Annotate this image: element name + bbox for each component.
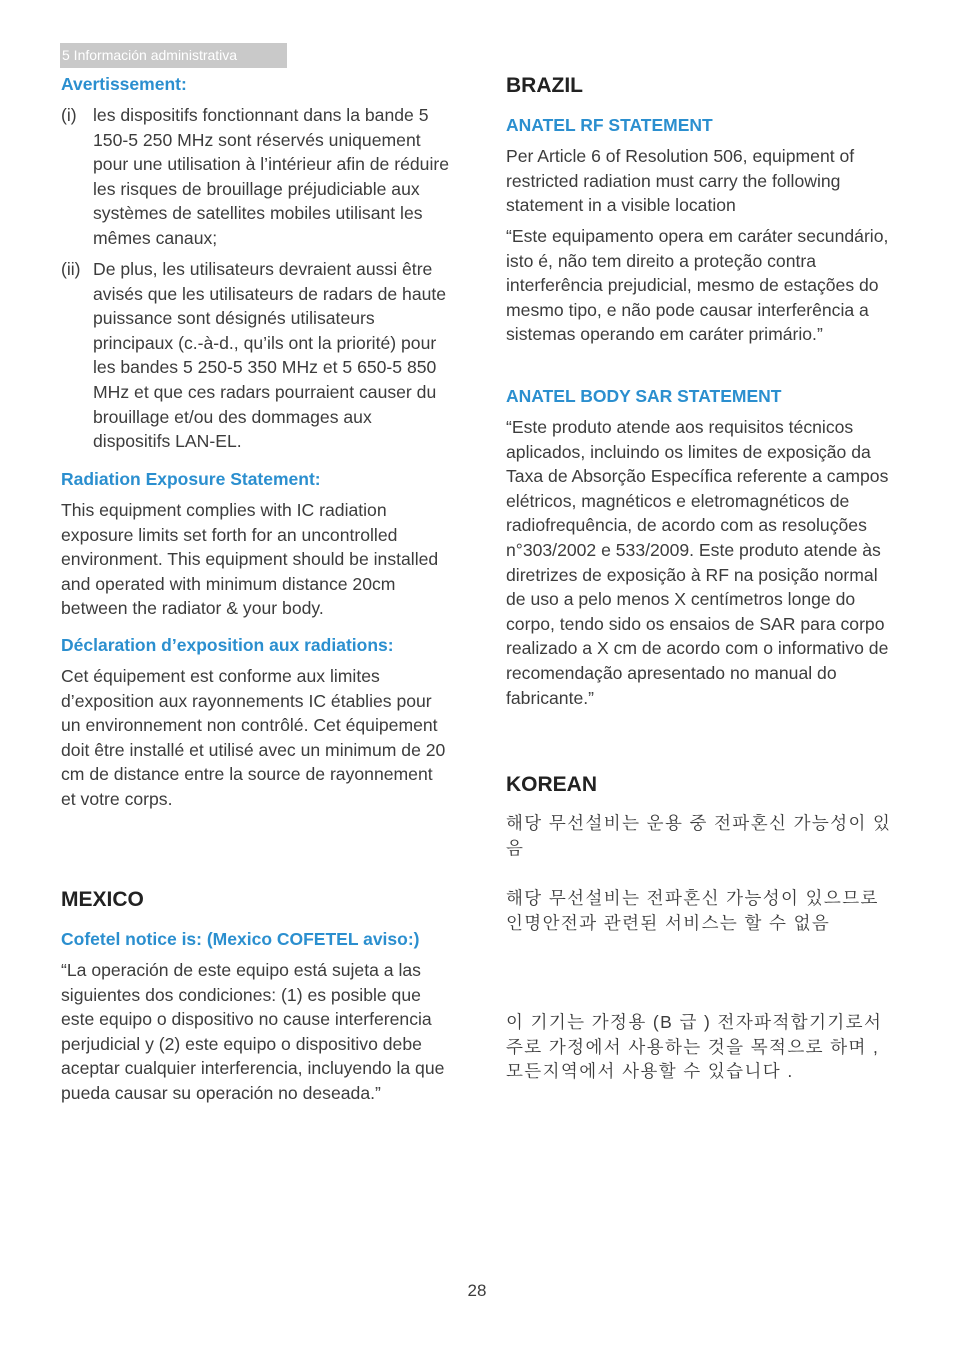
page-number: 28 (467, 1281, 487, 1300)
declaration-heading: Déclaration d’exposition aux radiations: (61, 635, 394, 655)
korean-title: KOREAN (506, 773, 598, 796)
radiation-heading: Radiation Exposure Statement: (61, 469, 321, 489)
list-item-text: De plus, les utilisateurs devraient aussi être avisés que les utilisateurs de radars de haute puissance sont désignés utilisateurs principaux (c.-à-d., qu’ils ont la priorité) pour les bandes 5 250-5 350 MHz et 5 650-5 850 MHz et que ces radars pourraient causer du brouillage et/ou des dommages aux dispositifs LAN-EL. (93, 259, 447, 452)
list-item-text: les dispositifs fonctionnant dans la bande 5 150-5 250 MHz sont réservés uniquement pour une utilisation à l’intérieur afin de réduire les risques de brouillage préjudiciable aux systèmes de satellites mobiles utilisant les mêmes canaux; (93, 105, 449, 248)
mexico-heading: Cofetel notice is: (Mexico COFETEL aviso:) (61, 929, 420, 949)
section-header-tab: 5 Información administrativa (60, 43, 287, 68)
brazil-title: BRAZIL (506, 74, 583, 97)
anatel-rf-heading: ANATEL RF STATEMENT (506, 115, 713, 135)
avertissement-heading: Avertissement: (61, 74, 187, 94)
anatel-sar-heading: ANATEL BODY SAR STATEMENT (506, 386, 782, 406)
list-item-number: (ii) (61, 259, 81, 279)
radiation-text: This equipment complies with IC radiation exposure limits set forth for an uncontrolled environment. This equipment should be installed and operated with minimum distance 20cm between the radiator & your body. (61, 500, 439, 619)
anatel-rf-quote: “Este equipamento opera em caráter secundário, isto é, não tem direito a proteção contra interferência prejudicial, mesmo de estações do mesmo tipo, e não pode causar interferência a sistemas operando em caráter primário.” (506, 226, 889, 345)
mexico-title: MEXICO (61, 888, 144, 911)
korean-paragraph-3: 이 기기는 가정용 (B 급 ) 전자파적합기기로서 주로 가정에서 사용하는 것을 목적으로 하며 , 모든지역에서 사용할 수 있습니다 . (506, 1012, 883, 1082)
anatel-sar-text: “Este produto atende aos requisitos técnicos aplicados, incluindo os limites de exposição da Taxa de Absorção Específica referente a campos elétricos, magnéticos e eletromagnéticos de radiofrequência, de acordo com as resoluções n°303/2002 e 533/2009. Este produto atende às diretrizes de exposição à RF na posição normal de uso a pelo menos X centímetros longe do corpo, tendo sido os ensaios de SAR para corpo realizado a X cm de acordo com o informativo de recomendação apresentado no manual do fabricante.” (506, 417, 889, 708)
declaration-text: Cet équipement est conforme aux limites d’exposition aux rayonnements IC établies pour un environnement non contrôlé. Cet équipement doit être installé et utilisé avec un minimum de 20 cm de distance entre la source de rayonnement et votre corps. (61, 666, 446, 809)
list-item (61, 103, 449, 251)
list-item (61, 257, 449, 454)
anatel-rf-text: Per Article 6 of Resolution 506, equipment of restricted radiation must carry the following statement in a visible location (506, 146, 855, 216)
mexico-text: “La operación de este equipo está sujeta a las siguientes dos condiciones: (1) es posible que este equipo o dispositivo no cause interferencia perjudicial y (2) este equipo o dispositivo debe aceptar cualquier interferencia, incluyendo la que pueda causar su operación no deseada.” (61, 960, 445, 1103)
korean-paragraph-1: 해당 무선설비는 운용 중 전파혼신 가능성이 있음 (506, 813, 892, 858)
list-item-number: (i) (61, 105, 77, 125)
korean-paragraph-2: 해당 무선설비는 전파혼신 가능성이 있으므로 인명안전과 관련된 서비스는 할 수 없음 (506, 888, 879, 933)
